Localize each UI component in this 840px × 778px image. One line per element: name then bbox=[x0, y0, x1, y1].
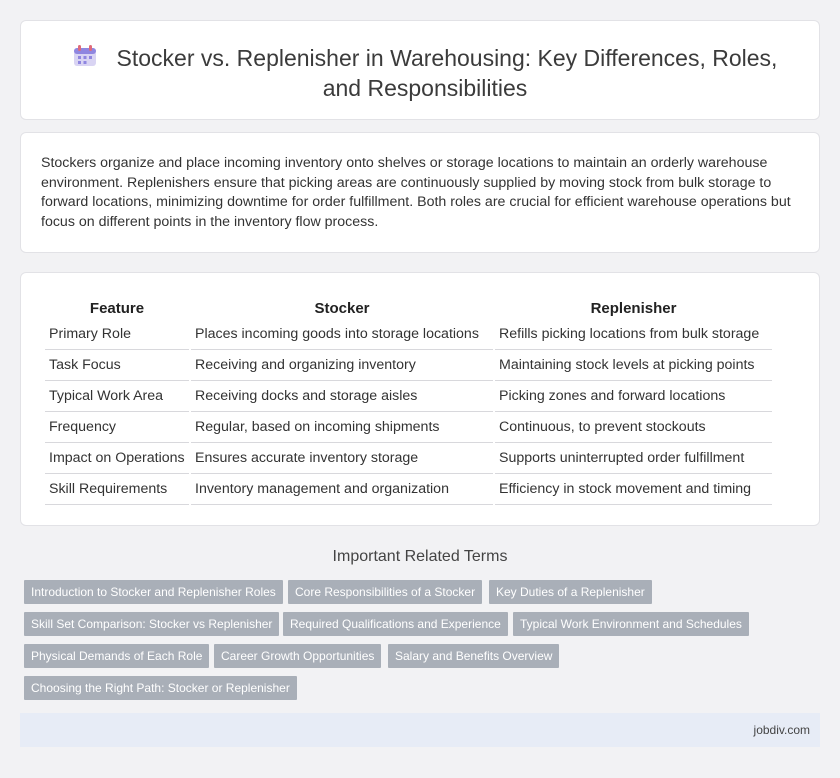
table-cell-replenisher: Picking zones and forward locations bbox=[495, 381, 772, 412]
page-title bbox=[61, 43, 789, 103]
table-row bbox=[45, 350, 772, 381]
table-row bbox=[45, 412, 772, 443]
related-term-link[interactable]: Choosing the Right Path: Stocker or Replenisher bbox=[24, 676, 297, 700]
column-header-feature: Feature bbox=[89, 299, 145, 317]
table-cell-feature: Frequency bbox=[45, 412, 189, 443]
table-cell-feature: Task Focus bbox=[45, 350, 189, 381]
intro-card bbox=[20, 132, 820, 253]
footer-bar bbox=[20, 713, 820, 747]
table-cell-stocker: Receiving and organizing inventory bbox=[191, 350, 493, 381]
table-cell-feature: Impact on Operations bbox=[45, 443, 189, 474]
related-term-link[interactable]: Key Duties of a Replenisher bbox=[489, 580, 652, 604]
related-term-link[interactable]: Required Qualifications and Experience bbox=[283, 612, 508, 636]
table-cell-replenisher: Supports uninterrupted order fulfillment bbox=[495, 443, 772, 474]
related-term-link[interactable]: Skill Set Comparison: Stocker vs Replenisher bbox=[24, 612, 279, 636]
related-term-link[interactable]: Career Growth Opportunities bbox=[214, 644, 381, 668]
calendar-icon bbox=[73, 45, 97, 67]
column-header-stocker: Stocker bbox=[314, 299, 370, 317]
column-header-replenisher: Replenisher bbox=[590, 299, 677, 317]
related-terms-title: Important Related Terms bbox=[332, 548, 508, 565]
footer-site-link[interactable]: jobdiv.com bbox=[753, 723, 810, 737]
intro-paragraph: Stockers organize and place incoming inventory onto shelves or storage locations to maintain an orderly warehouse environment. Replenishers ensure that picking areas are continuously supplied by moving stock from bulk storage to forward locations, minimizing downtime for order fulfillment. Both roles are crucial for efficient warehouse operations but focus on different points in the inventory flow process. bbox=[41, 155, 791, 230]
table-cell-replenisher: Continuous, to prevent stockouts bbox=[495, 412, 772, 443]
table-row bbox=[45, 474, 772, 505]
related-term-link[interactable]: Salary and Benefits Overview bbox=[388, 644, 559, 668]
comparison-table-card bbox=[20, 272, 820, 526]
related-term-link[interactable]: Typical Work Environment and Schedules bbox=[513, 612, 749, 636]
table-row bbox=[45, 381, 772, 412]
table-cell-feature: Primary Role bbox=[45, 319, 189, 350]
table-cell-feature: Typical Work Area bbox=[45, 381, 189, 412]
page-title-text: Stocker vs. Replenisher in Warehousing: Key Differences, Roles, and Responsibilities bbox=[116, 45, 778, 101]
table-row bbox=[45, 319, 772, 350]
table-cell-stocker: Places incoming goods into storage locations bbox=[191, 319, 493, 350]
related-term-link[interactable]: Introduction to Stocker and Replenisher Roles bbox=[24, 580, 283, 604]
table-header-row bbox=[45, 295, 772, 319]
table-cell-stocker: Ensures accurate inventory storage bbox=[191, 443, 493, 474]
table-cell-stocker: Regular, based on incoming shipments bbox=[191, 412, 493, 443]
table-cell-feature: Skill Requirements bbox=[45, 474, 189, 505]
table-cell-stocker: Inventory management and organization bbox=[191, 474, 493, 505]
table-cell-stocker: Receiving docks and storage aisles bbox=[191, 381, 493, 412]
table-cell-replenisher: Refills picking locations from bulk storage bbox=[495, 319, 772, 350]
related-term-link[interactable]: Core Responsibilities of a Stocker bbox=[288, 580, 482, 604]
related-term-link[interactable]: Physical Demands of Each Role bbox=[24, 644, 209, 668]
table-cell-replenisher: Efficiency in stock movement and timing bbox=[495, 474, 772, 505]
table-cell-replenisher: Maintaining stock levels at picking points bbox=[495, 350, 772, 381]
header-card bbox=[20, 20, 820, 120]
comparison-table bbox=[43, 295, 774, 505]
table-row bbox=[45, 443, 772, 474]
